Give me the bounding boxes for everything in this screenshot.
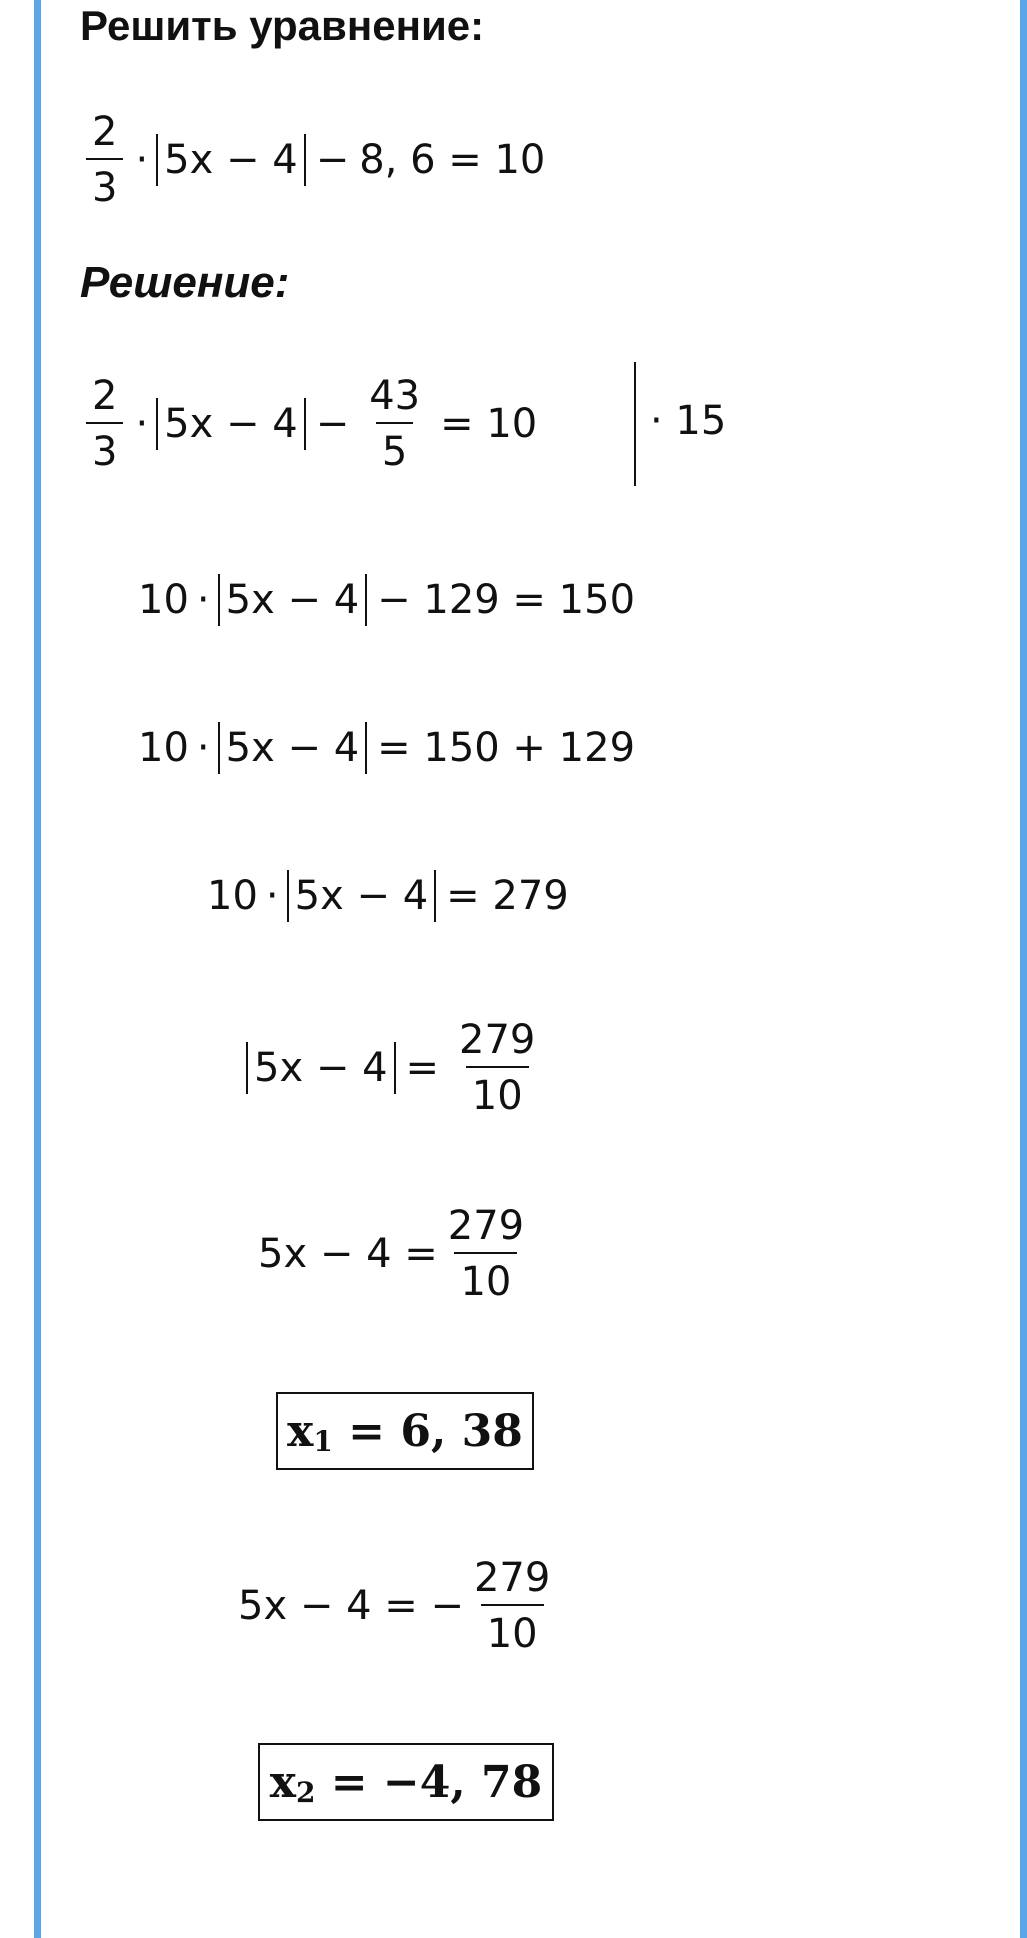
answer-value: = 6, 38 [332, 1405, 523, 1457]
multiply-dot: · [196, 577, 210, 623]
coefficient: 10 [138, 725, 189, 771]
answer-variable: x [287, 1405, 314, 1457]
equation-step-5 [246, 1008, 545, 1128]
minus-sign: − [315, 401, 350, 447]
equation-rhs: − 129 = 150 [377, 577, 636, 623]
minus-sign: − [315, 137, 350, 183]
multiply-dot: · [265, 873, 279, 919]
multiplier-divider [634, 362, 636, 486]
absolute-value: 5x − 4 [246, 1042, 396, 1094]
absolute-value: 5x − 4 [156, 398, 306, 450]
equation-rhs: = 10 [440, 401, 538, 447]
solution-heading: Решение: [80, 258, 290, 307]
equation-step-7 [238, 1546, 560, 1666]
fraction [86, 109, 123, 211]
equation-rhs: = 150 + 129 [377, 725, 636, 771]
equals-sign: = [405, 1045, 440, 1091]
absolute-value: 5x − 4 [287, 870, 437, 922]
fraction-denominator: 5 [376, 422, 413, 472]
multiply-dot: · [196, 725, 210, 771]
fraction [468, 1555, 556, 1657]
equation-rhs: = 279 [446, 873, 569, 919]
fraction [442, 1203, 530, 1305]
fraction [363, 373, 426, 475]
fraction-denominator: 10 [481, 1604, 544, 1654]
equation-step-3 [138, 688, 645, 808]
multiply-dot: · [135, 137, 149, 183]
equation-step-2 [138, 540, 645, 660]
right-border-rail [1020, 0, 1027, 1938]
multiply-dot: · [135, 401, 149, 447]
fraction-denominator: 10 [454, 1252, 517, 1302]
equation-tail: 8, 6 = 10 [359, 137, 546, 183]
answer-subscript: 2 [295, 1775, 316, 1809]
equation-step-4 [207, 836, 579, 956]
fraction [86, 373, 123, 475]
equation-step-1 [82, 364, 547, 484]
fraction-numerator: 279 [459, 1017, 536, 1063]
coefficient: 10 [207, 873, 258, 919]
fraction-denominator: 3 [86, 422, 123, 472]
absolute-value: 5x − 4 [218, 722, 368, 774]
answer-box-2 [258, 1743, 554, 1821]
fraction-denominator: 10 [466, 1066, 529, 1116]
answer-box-1 [276, 1392, 534, 1470]
equation-step-6 [258, 1194, 534, 1314]
absolute-value: 5x − 4 [156, 134, 306, 186]
coefficient: 10 [138, 577, 189, 623]
equation-lhs: 5x − 4 = [258, 1231, 438, 1277]
answer-subscript: 1 [313, 1424, 333, 1458]
absolute-value: 5x − 4 [218, 574, 368, 626]
answer-value: = −4, 78 [315, 1756, 543, 1808]
multiplier-label: · 15 [650, 398, 727, 444]
fraction-numerator: 2 [92, 109, 118, 155]
equation-lhs: 5x − 4 = − [238, 1583, 464, 1629]
fraction-numerator: 43 [369, 373, 421, 419]
fraction-numerator: 279 [447, 1203, 525, 1249]
problem-equation [82, 100, 545, 220]
answer-variable: x [269, 1756, 296, 1808]
fraction-denominator: 3 [86, 158, 123, 208]
fraction [453, 1017, 541, 1119]
left-border-rail [34, 0, 41, 1938]
fraction-numerator: 2 [92, 373, 118, 419]
page-title: Решить уравнение: [80, 2, 485, 49]
fraction-numerator: 279 [473, 1555, 551, 1601]
